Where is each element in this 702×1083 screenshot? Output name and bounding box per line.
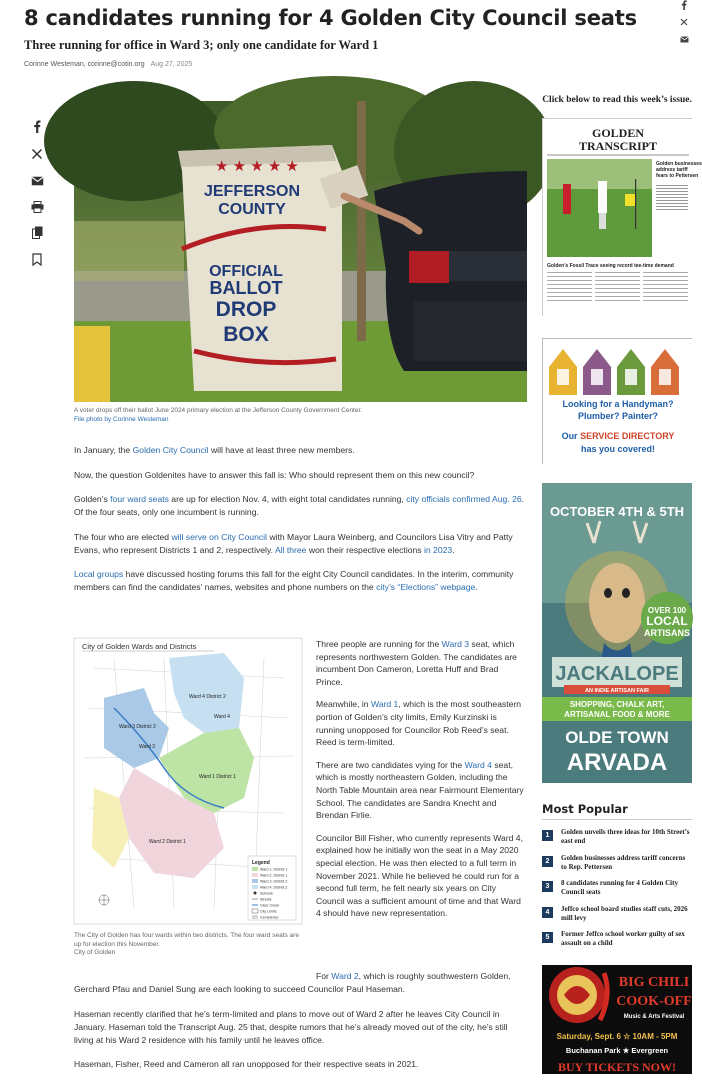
byline: [24, 61, 192, 68]
ad2-badge-1: OVER 100: [647, 606, 687, 615]
most-popular-heading: Most Popular: [542, 802, 628, 816]
ad2-date: OCTOBER 4TH & 5TH: [549, 504, 685, 519]
hero-box-line5: DROP: [215, 298, 277, 321]
map-label-ward3-b: Ward 3: [139, 744, 155, 750]
article-body-tail-2: [74, 970, 527, 1083]
hero-caption: [74, 407, 527, 423]
jackalope-fair-ad[interactable]: [542, 483, 692, 783]
most-popular-item[interactable]: [542, 930, 692, 956]
hero-box-line2: COUNTY: [218, 201, 286, 218]
most-popular-list: [542, 828, 692, 956]
hero-caption-text: A voter drops off their ballot June 2024 primary election at the Jefferson County Government Center.: [74, 407, 363, 414]
article-headline: 8 candidates running for 4 Golden City Council seats: [24, 6, 637, 30]
author-name[interactable]: Corinne Westeman, corinne@cotin.org: [24, 61, 145, 68]
link-ward-4[interactable]: Ward 4: [464, 759, 492, 770]
ad3-date: Saturday, Sept. 6 ☆ 10AM - 5PM: [556, 1032, 678, 1041]
map-legend-item: Ward 2, District 1: [260, 873, 288, 878]
map-credit: City of Golden: [74, 949, 116, 956]
link-ward-2[interactable]: Ward 2: [331, 971, 359, 981]
link-four-ward-seats[interactable]: four ward seats: [110, 494, 169, 504]
map-legend-item: Ward 3, District 2: [260, 879, 288, 884]
ad2-list-1: SHOPPING, CHALK ART,: [569, 700, 665, 709]
map-label-ward1: Ward 1 District 1: [199, 774, 236, 780]
bookmark-icon[interactable]: [28, 253, 46, 271]
svg-text:★ ★ ★ ★ ★: ★ ★ ★ ★ ★: [215, 158, 299, 175]
svg-text:Our SERVICE DIRECTORY: [562, 431, 675, 441]
hero-photo[interactable]: [74, 101, 527, 402]
hero-box-line6: BOX: [223, 323, 269, 346]
most-popular-item[interactable]: [542, 905, 692, 931]
paragraph: Meanwhile, in Ward 1, which is the most southeastern portion of Golden’s city limits, Emily Kurzinski is running unopposed for Councilor Rob Reed’s seat. Reed is term-limited.: [316, 699, 522, 748]
link-local-groups[interactable]: Local groups: [74, 569, 124, 579]
paper-masthead-2: TRANSCRIPT: [578, 139, 658, 153]
top-share-bar: [678, 0, 692, 51]
most-popular-link[interactable]: Former Jeffco school worker guilty of sex assault on a child: [561, 930, 685, 947]
paragraph: The four who are elected will serve on City Council with Mayor Laura Weinberg, and Councilors Lisa Vitry and Patty Evans, who represent Districts 1 and 2, respectively. All three won their respective elections in 2023.: [74, 531, 513, 555]
map-label-ward4-b: Ward 4: [214, 714, 230, 720]
x-icon[interactable]: [678, 17, 690, 30]
email-icon[interactable]: [678, 34, 690, 47]
rank-badge: 5: [542, 932, 553, 943]
ad2-tag: AN INDIE ARTISAN FAIR: [585, 688, 649, 694]
paragraph: Now, the question Goldenites have to answer this fall is: Who should represent them on this new council?: [74, 469, 475, 480]
service-directory-ad[interactable]: [542, 338, 692, 464]
link-city-officials[interactable]: city officials confirmed Aug. 26: [406, 494, 522, 504]
copy-icon[interactable]: [28, 226, 46, 244]
paragraph: Three people are running for the Ward 3 seat, which represents northwestern Golden. The candidates are incumbent Don Cameron, Loretta Huff and Brad Prince.: [316, 639, 517, 687]
x-icon[interactable]: [28, 147, 46, 165]
chili-cookoff-ad[interactable]: [542, 965, 692, 1074]
ad3-sub: Music & Arts Festival: [623, 1014, 685, 1020]
ad1-line1: Looking for a Handyman?: [562, 399, 674, 409]
map-label-ward2: Ward 2 District 1: [149, 839, 186, 845]
hero-box-line1: JEFFERSON: [203, 183, 301, 200]
link-all-three[interactable]: All three: [274, 544, 307, 555]
hero-box-line3: OFFICIAL: [209, 263, 283, 280]
paragraph: There are two candidates vying for the Ward 4 seat, which is mostly northeastern Golden, including the North Table Mountain area near Fairmount Elementary School. The candidates are Sandra Knecht and Brendan Firlie.: [316, 759, 524, 821]
ad1-line2: Plumber? Painter?: [577, 411, 659, 421]
paragraph: For Ward 2, which is roughly southwestern Golden, Gerchard Pfau and Daniel Sung are each looking to succeed Councilor Paul Haseman.: [74, 971, 511, 994]
paragraph: Councilor Bill Fisher, who currently represents Ward 4, explained how he initially won the seat in a May 2020 special election. He was then elected to a full term in November 2021. While he believed he could run for a second full term, he felt nearly six years on City Council was a sufficient amount of time and that Ward 4 should have new representation.: [316, 832, 523, 919]
ad2-name: JACKALOPE: [555, 663, 679, 685]
paragraph: In January, the Golden City Council will have at least three new members.: [74, 445, 355, 455]
link-serve-on-council[interactable]: will serve on City Council: [171, 531, 267, 542]
print-icon[interactable]: [28, 200, 46, 218]
map-caption-text: The City of Golden has four wards within two districts. The four ward seats are up for election this November.: [74, 932, 299, 948]
link-ward-3[interactable]: Ward 3: [441, 639, 470, 649]
facebook-icon[interactable]: [678, 0, 690, 13]
ward-map[interactable]: [74, 638, 302, 924]
map-legend-item: Schools: [260, 891, 273, 896]
issue-promo-title: Click below to read this week’s issue.: [542, 95, 692, 105]
rank-badge: 1: [542, 830, 553, 841]
ad3-title-2: COOK-OFF: [616, 994, 692, 1009]
map-legend-title: Legend: [252, 860, 270, 866]
paragraph: Haseman, Fisher, Reed and Cameron all ran unopposed for their respective seats in 2021.: [74, 1059, 419, 1069]
paper-headline-1: Golden businesses address tariff fears to Pettersen: [656, 161, 702, 179]
map-legend-item: Streets: [260, 897, 272, 902]
ad3-title-1: BIG CHILI: [618, 975, 690, 990]
ward-map-figure: [74, 638, 302, 958]
link-golden-city-council[interactable]: Golden City Council: [132, 445, 209, 455]
map-legend-item: Cemeteries: [260, 915, 279, 920]
ad2-place-2: ARVADA: [566, 749, 668, 776]
paper-headline-2: Golden’s Fossil Trace seeing record tee-time demand: [547, 263, 674, 269]
map-legend-item: Ward 1, District 1: [260, 867, 288, 872]
publish-date: Aug 27, 2025: [150, 61, 193, 68]
map-legend-item: City Limits: [260, 909, 277, 914]
article-subhead: Three running for office in Ward 3; only one candidate for Ward 1: [24, 38, 379, 52]
map-legend-item: Ward 4, District 2: [260, 885, 288, 890]
ad2-badge-2: LOCAL: [646, 614, 688, 628]
map-caption: [74, 932, 302, 958]
ad1-line3b: SERVICE DIRECTORY: [580, 431, 675, 441]
latest-issue-cover[interactable]: [542, 118, 702, 316]
map-label-ward3: Ward 3 District 2: [119, 724, 156, 730]
rank-badge: 2: [542, 856, 553, 867]
map-legend-item: Clear Creek: [260, 903, 280, 908]
map-label-ward4: Ward 4 District 2: [189, 694, 226, 700]
ad1-line3a: Our: [561, 431, 581, 441]
ad3-place: Buchanan Park ★ Evergreen: [565, 1046, 669, 1055]
most-popular-item[interactable]: [542, 828, 692, 854]
most-popular-item[interactable]: [542, 879, 692, 905]
paper-masthead-1: GOLDEN: [591, 126, 645, 140]
ad2-list-2: ARTISANAL FOOD & MORE: [564, 710, 670, 719]
facebook-icon[interactable]: [28, 120, 46, 138]
link-in-2023[interactable]: in 2023: [423, 544, 453, 555]
ad3-cta: BUY TICKETS NOW!: [557, 1060, 677, 1074]
article-body-column: [316, 638, 527, 930]
most-popular-link[interactable]: Golden businesses address tariff concerns to Rep. Pettersen: [561, 853, 686, 871]
most-popular-link[interactable]: Jeffco school board studies staff cuts, 2026 mill levy: [561, 904, 688, 922]
paragraph: Local groups have discussed hosting forums this fall for the eight City Council candidates. In the interim, community members can find the candidates’ names, websites and phone numbers on the city’s “Elections” webpage.: [74, 569, 514, 592]
ad2-badge-3: ARTISANS: [643, 628, 691, 638]
ad2-place-1: OLDE TOWN: [565, 728, 669, 747]
rank-badge: 3: [542, 881, 553, 892]
most-popular-item[interactable]: [542, 854, 692, 880]
email-icon[interactable]: [28, 173, 46, 191]
hero-credit: File photo by Corinne Westeman: [74, 416, 169, 423]
map-title: City of Golden Wards and Districts: [82, 642, 197, 651]
link-ward-1[interactable]: Ward 1: [370, 699, 399, 710]
paragraph: Haseman recently clarified that he’s term-limited and plans to move out of Ward 2 after he leaves City Council in January. Haseman told the Transcript Aug. 25 that, despite rumors that he’s already moved out of the city, he’s still living at his Ward 2 residence with his family until he leaves office.: [74, 1008, 508, 1045]
article-body: [74, 444, 527, 606]
divider: [542, 819, 692, 820]
ad1-line4: has you covered!: [580, 444, 656, 454]
paragraph: Golden’s four ward seats are up for election Nov. 4, with eight total candidates running, city officials confirmed Aug. 26. Of the four seats, only one incumbent is running.: [74, 494, 525, 517]
link-elections-webpage[interactable]: city’s “Elections” webpage: [376, 582, 476, 592]
most-popular-link[interactable]: Golden unveils three ideas for 10th Street’s east end: [561, 828, 690, 845]
hero-box-line4: BALLOT: [209, 278, 283, 298]
most-popular-link[interactable]: 8 candidates running for 4 Golden City Council seats: [561, 879, 678, 896]
rank-badge: 4: [542, 907, 553, 918]
